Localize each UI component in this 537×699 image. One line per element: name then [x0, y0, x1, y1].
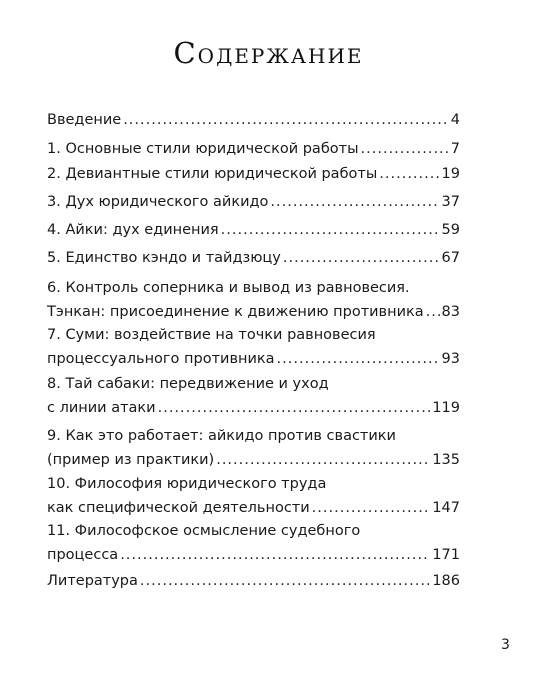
toc-entry-page: 19 [441, 166, 460, 182]
toc-entry-page: 93 [441, 351, 460, 367]
toc-entry-title: процессуального противника [47, 351, 275, 367]
toc-entry-title: 2. Девиантные стили юридической работы [47, 166, 378, 182]
toc-leader-dots [158, 396, 431, 420]
toc-entry-title: Тэнкан: присоединение к движению противника [47, 304, 424, 320]
toc-entry-7 [47, 323, 460, 371]
toc-entry-title-line: 7. Суми: воздействие на точки равновесия [47, 327, 376, 343]
toc-entry-10 [47, 472, 460, 520]
toc-leader-dots [270, 190, 439, 214]
toc-entry-title-line: 11. Философское осмысление судебного [47, 523, 361, 539]
toc-entry-3 [47, 190, 460, 214]
toc-leader-dots [283, 246, 440, 270]
toc-entry-page: 135 [432, 452, 460, 468]
toc-leader-dots [221, 218, 440, 242]
toc-leader-dots [140, 569, 430, 593]
toc-entry-line [47, 569, 460, 593]
toc-entry-8 [47, 372, 460, 420]
toc-entry-page: 37 [441, 194, 460, 210]
toc-leader-dots [361, 137, 449, 161]
toc-entry-page: 4 [450, 112, 460, 128]
toc-entry-line [47, 372, 460, 396]
toc-entry-line [47, 472, 460, 496]
toc-entry-title-line: 6. Контроль соперника и вывод из равновесия. [47, 280, 410, 296]
toc-entry-line [47, 162, 460, 186]
toc-leader-dots [216, 448, 430, 472]
toc-entry-page: 186 [432, 573, 460, 589]
toc-entry-line [47, 190, 460, 214]
toc-entry-title: 4. Айки: дух единения [47, 222, 219, 238]
toc-entry-line [47, 347, 460, 371]
toc-entry-2 [47, 162, 460, 186]
toc-entry-page: 7 [450, 141, 460, 157]
toc-entry-title: (пример из практики) [47, 452, 215, 468]
page-title: Содержание [173, 36, 364, 70]
toc-entry-5 [47, 246, 460, 270]
toc-entry-title: как специфической деятельности [47, 500, 310, 516]
toc-leader-dots [277, 347, 440, 371]
toc-entry-references [47, 569, 460, 593]
toc-leader-dots [426, 300, 440, 324]
page-number: 3 [501, 637, 510, 653]
toc-leader-dots [120, 543, 430, 567]
toc-entry-line [47, 300, 460, 324]
toc-entry-6 [47, 276, 460, 324]
toc-entry-title: 1. Основные стили юридической работы [47, 141, 359, 157]
toc-entry-title-line: 10. Философия юридического труда [47, 476, 327, 492]
toc-entry-line [47, 108, 460, 132]
toc-entry-title: Введение [47, 112, 122, 128]
toc-entry-title: с линии атаки [47, 400, 156, 416]
toc-entry-line [47, 246, 460, 270]
toc-leader-dots [123, 108, 449, 132]
toc-entry-title-line: 8. Тай сабаки: передвижение и уход [47, 376, 329, 392]
toc-entry-line [47, 218, 460, 242]
toc-entry-page: 59 [441, 222, 460, 238]
toc-entry-line [47, 448, 460, 472]
toc-entry-page: 119 [432, 400, 460, 416]
toc-entry-11 [47, 519, 460, 567]
toc-leader-dots [379, 162, 439, 186]
toc-entry-1 [47, 137, 460, 161]
toc-leader-dots [312, 496, 431, 520]
toc-entry-line [47, 496, 460, 520]
toc-entry-page: 67 [441, 250, 460, 266]
toc-entry-line [47, 543, 460, 567]
toc-entry-9 [47, 424, 460, 472]
toc-entry-line [47, 396, 460, 420]
toc-entry-4 [47, 218, 460, 242]
toc-entry-page: 83 [441, 304, 460, 320]
toc-entry-page: 147 [432, 500, 460, 516]
toc-entry-line [47, 137, 460, 161]
toc-entry-line [47, 519, 460, 543]
toc-entry-line [47, 424, 460, 448]
toc-entry-line [47, 276, 460, 300]
toc-entry-intro [47, 108, 460, 132]
toc-entry-title: 5. Единство кэндо и тайдзюцу [47, 250, 281, 266]
toc-entry-title: процесса [47, 547, 119, 563]
toc-entry-title-line: 9. Как это работает: айкидо против свастики [47, 428, 396, 444]
toc-entry-line [47, 323, 460, 347]
toc-entry-title: Литература [47, 573, 138, 589]
toc-entry-page: 171 [432, 547, 460, 563]
toc-entry-title: 3. Дух юридического айкидо [47, 194, 269, 210]
